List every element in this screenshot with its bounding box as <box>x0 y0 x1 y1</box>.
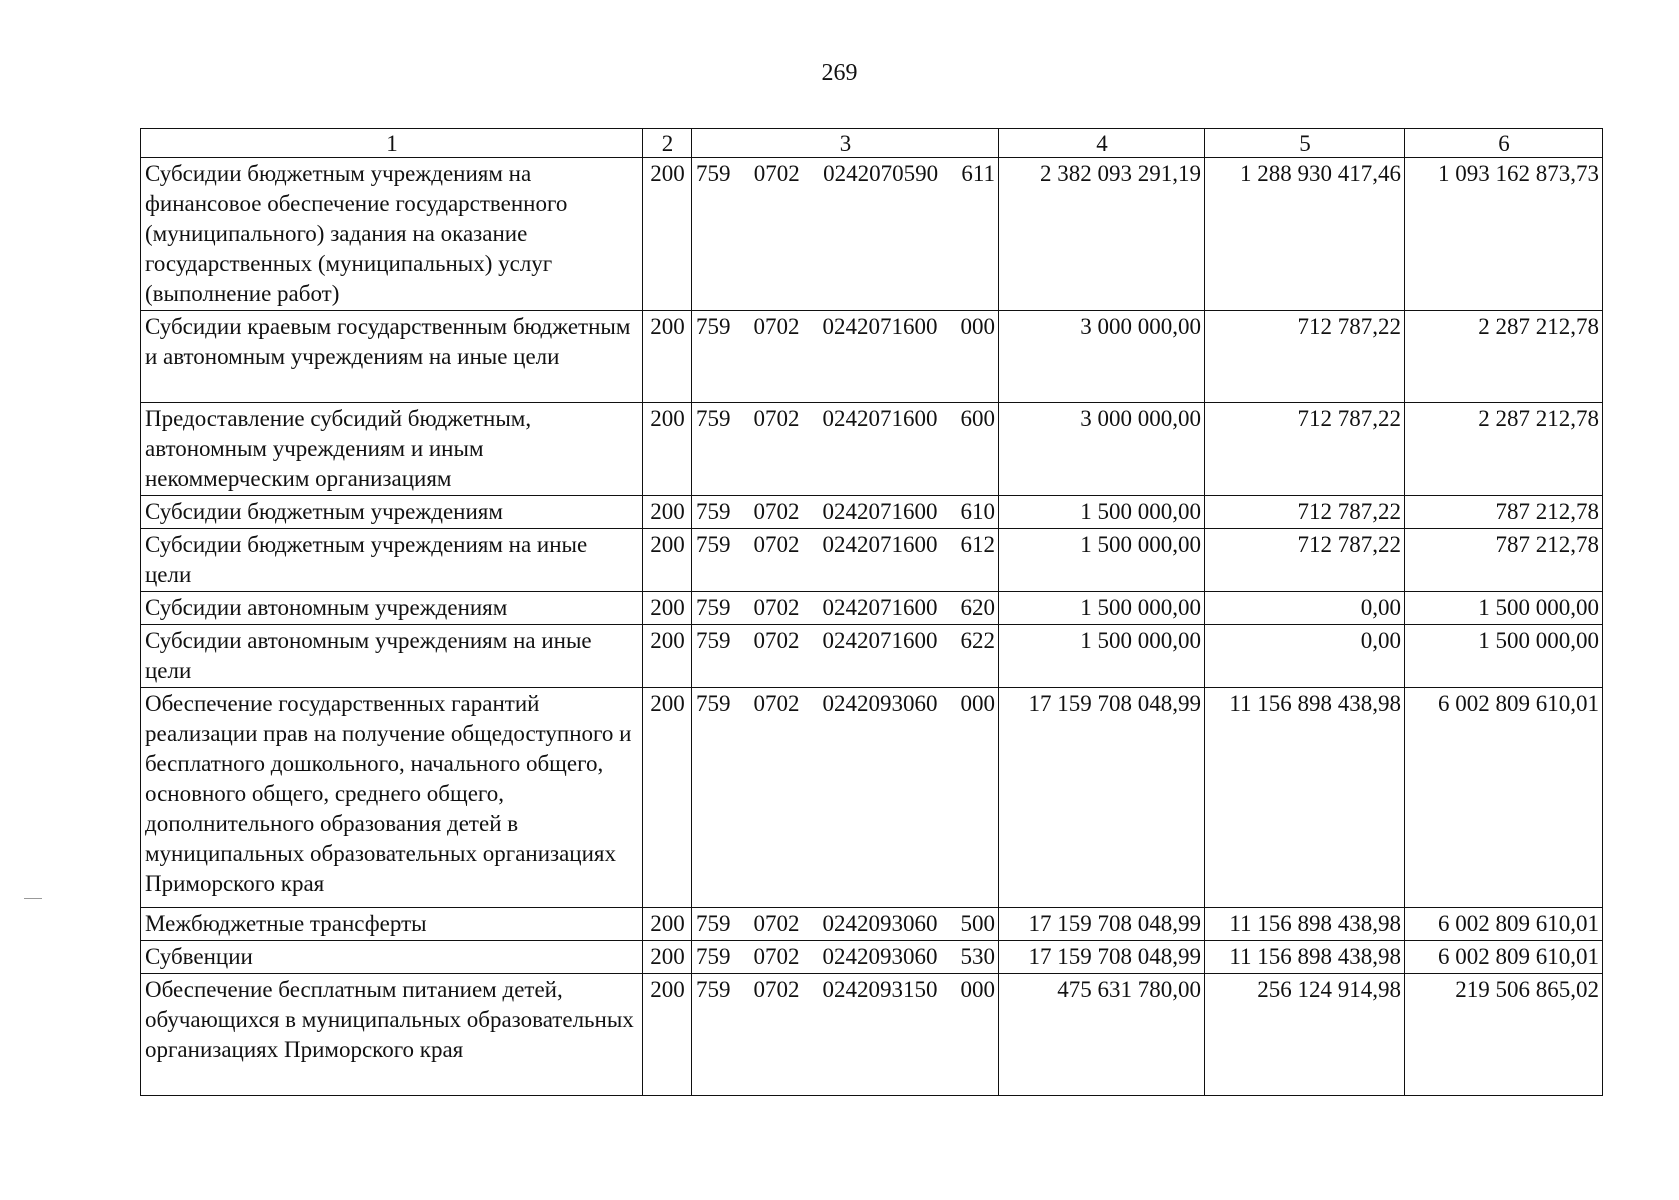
target-code: 0242093060 <box>822 944 938 969</box>
col4-amount: 3 000 000,00 <box>999 403 1205 496</box>
target-code: 0242093060 <box>822 911 938 936</box>
col6-amount: 6 002 809 610,01 <box>1405 908 1603 941</box>
table-row <box>141 529 1603 592</box>
target-code: 0242070590 <box>823 161 939 186</box>
row-name: Межбюджетные трансферты <box>141 908 643 941</box>
grbs-code: 759 <box>696 532 731 557</box>
row-name: Субсидии бюджетным учреждениям на иные цели <box>141 529 643 592</box>
col2-code: 200 <box>643 529 692 592</box>
page-number: 269 <box>821 60 858 86</box>
row-name: Субсидии краевым государственным бюджетным и автономным учреждениям на иные цели <box>141 311 643 403</box>
col5-amount: 0,00 <box>1205 592 1405 625</box>
grbs-code: 759 <box>696 314 731 339</box>
kind-code: 000 <box>960 977 995 1002</box>
target-code: 0242071600 <box>822 628 938 653</box>
col2-code: 200 <box>643 625 692 688</box>
classification-code <box>692 403 999 496</box>
col4-amount: 3 000 000,00 <box>999 311 1205 403</box>
col2-code: 200 <box>643 496 692 529</box>
target-code: 0242093150 <box>822 977 938 1002</box>
col6-amount: 6 002 809 610,01 <box>1405 941 1603 974</box>
col2-code: 200 <box>643 908 692 941</box>
table-row <box>141 625 1603 688</box>
target-code: 0242071600 <box>822 314 938 339</box>
target-code: 0242071600 <box>822 499 938 524</box>
classification-code <box>692 592 999 625</box>
table-body <box>141 158 1603 1096</box>
section-code: 0702 <box>753 595 800 620</box>
grbs-code: 759 <box>696 595 731 620</box>
col4-amount: 17 159 708 048,99 <box>999 908 1205 941</box>
col6-amount: 6 002 809 610,01 <box>1405 688 1603 908</box>
table-row <box>141 158 1603 311</box>
col6-amount: 219 506 865,02 <box>1405 974 1603 1096</box>
table-row <box>141 496 1603 529</box>
kind-code: 611 <box>961 161 995 186</box>
section-code: 0702 <box>753 161 800 186</box>
row-name: Обеспечение государственных гарантий реализации прав на получение общедоступного и бесплатного дошкольного, начального общего, основного общего, среднего общего, дополнительного образования детей в муниципальных образовательных организациях Приморского края <box>141 688 643 908</box>
grbs-code: 759 <box>696 691 731 716</box>
grbs-code: 759 <box>696 406 731 431</box>
table-row <box>141 403 1603 496</box>
classification-code <box>692 908 999 941</box>
header-col-3: 3 <box>692 129 999 158</box>
col6-amount: 787 212,78 <box>1405 529 1603 592</box>
header-row <box>141 129 1603 158</box>
table-row <box>141 311 1603 403</box>
row-name: Субвенции <box>141 941 643 974</box>
kind-code: 612 <box>960 532 995 557</box>
col4-amount: 17 159 708 048,99 <box>999 941 1205 974</box>
col5-amount: 11 156 898 438,98 <box>1205 908 1405 941</box>
col5-amount: 712 787,22 <box>1205 529 1405 592</box>
section-code: 0702 <box>753 314 800 339</box>
col4-amount: 1 500 000,00 <box>999 625 1205 688</box>
kind-code: 000 <box>960 314 995 339</box>
classification-code <box>692 688 999 908</box>
kind-code: 610 <box>960 499 995 524</box>
col5-amount: 11 156 898 438,98 <box>1205 941 1405 974</box>
row-name: Предоставление субсидий бюджетным, автономным учреждениям и иным некоммерческим организациям <box>141 403 643 496</box>
col2-code: 200 <box>643 974 692 1096</box>
budget-table <box>140 128 1603 1096</box>
grbs-code: 759 <box>696 161 731 186</box>
table-row <box>141 941 1603 974</box>
classification-code <box>692 529 999 592</box>
col2-code: 200 <box>643 941 692 974</box>
col4-amount: 1 500 000,00 <box>999 592 1205 625</box>
target-code: 0242071600 <box>822 595 938 620</box>
header-col-1: 1 <box>141 129 643 158</box>
header-col-6: 6 <box>1405 129 1603 158</box>
col5-amount: 712 787,22 <box>1205 311 1405 403</box>
section-code: 0702 <box>753 532 800 557</box>
row-name: Обеспечение бесплатным питанием детей, обучающихся в муниципальных образовательных организациях Приморского края <box>141 974 643 1096</box>
table-row <box>141 688 1603 908</box>
header-col-2: 2 <box>643 129 692 158</box>
section-code: 0702 <box>753 691 800 716</box>
target-code: 0242071600 <box>822 532 938 557</box>
section-code: 0702 <box>753 911 800 936</box>
grbs-code: 759 <box>696 944 731 969</box>
col5-amount: 712 787,22 <box>1205 496 1405 529</box>
row-name: Субсидии бюджетным учреждениям <box>141 496 643 529</box>
section-code: 0702 <box>753 499 800 524</box>
header-col-5: 5 <box>1205 129 1405 158</box>
kind-code: 600 <box>960 406 995 431</box>
classification-code <box>692 311 999 403</box>
grbs-code: 759 <box>696 977 731 1002</box>
section-code: 0702 <box>753 977 800 1002</box>
margin-mark <box>24 898 42 899</box>
col2-code: 200 <box>643 158 692 311</box>
col2-code: 200 <box>643 688 692 908</box>
col6-amount: 2 287 212,78 <box>1405 311 1603 403</box>
col4-amount: 17 159 708 048,99 <box>999 688 1205 908</box>
kind-code: 622 <box>960 628 995 653</box>
col5-amount: 0,00 <box>1205 625 1405 688</box>
col4-amount: 2 382 093 291,19 <box>999 158 1205 311</box>
table-row <box>141 592 1603 625</box>
grbs-code: 759 <box>696 499 731 524</box>
section-code: 0702 <box>753 406 800 431</box>
col6-amount: 1 093 162 873,73 <box>1405 158 1603 311</box>
classification-code <box>692 941 999 974</box>
col6-amount: 787 212,78 <box>1405 496 1603 529</box>
col4-amount: 475 631 780,00 <box>999 974 1205 1096</box>
col4-amount: 1 500 000,00 <box>999 496 1205 529</box>
section-code: 0702 <box>753 628 800 653</box>
classification-code <box>692 625 999 688</box>
col5-amount: 1 288 930 417,46 <box>1205 158 1405 311</box>
classification-code <box>692 974 999 1096</box>
col2-code: 200 <box>643 592 692 625</box>
row-name: Субсидии бюджетным учреждениям на финансовое обеспечение государственного (муниципального) задания на оказание государственных (муниципальных) услуг (выполнение работ) <box>141 158 643 311</box>
col5-amount: 256 124 914,98 <box>1205 974 1405 1096</box>
row-name: Субсидии автономным учреждениям на иные цели <box>141 625 643 688</box>
kind-code: 530 <box>960 944 995 969</box>
target-code: 0242071600 <box>822 406 938 431</box>
col2-code: 200 <box>643 403 692 496</box>
col2-code: 200 <box>643 311 692 403</box>
col6-amount: 2 287 212,78 <box>1405 403 1603 496</box>
col6-amount: 1 500 000,00 <box>1405 592 1603 625</box>
header-col-4: 4 <box>999 129 1205 158</box>
grbs-code: 759 <box>696 628 731 653</box>
section-code: 0702 <box>753 944 800 969</box>
kind-code: 000 <box>960 691 995 716</box>
col6-amount: 1 500 000,00 <box>1405 625 1603 688</box>
col5-amount: 712 787,22 <box>1205 403 1405 496</box>
kind-code: 620 <box>960 595 995 620</box>
col5-amount: 11 156 898 438,98 <box>1205 688 1405 908</box>
classification-code <box>692 158 999 311</box>
classification-code <box>692 496 999 529</box>
kind-code: 500 <box>960 911 995 936</box>
table-row <box>141 908 1603 941</box>
table-row <box>141 974 1603 1096</box>
col4-amount: 1 500 000,00 <box>999 529 1205 592</box>
target-code: 0242093060 <box>822 691 938 716</box>
row-name: Субсидии автономным учреждениям <box>141 592 643 625</box>
grbs-code: 759 <box>696 911 731 936</box>
